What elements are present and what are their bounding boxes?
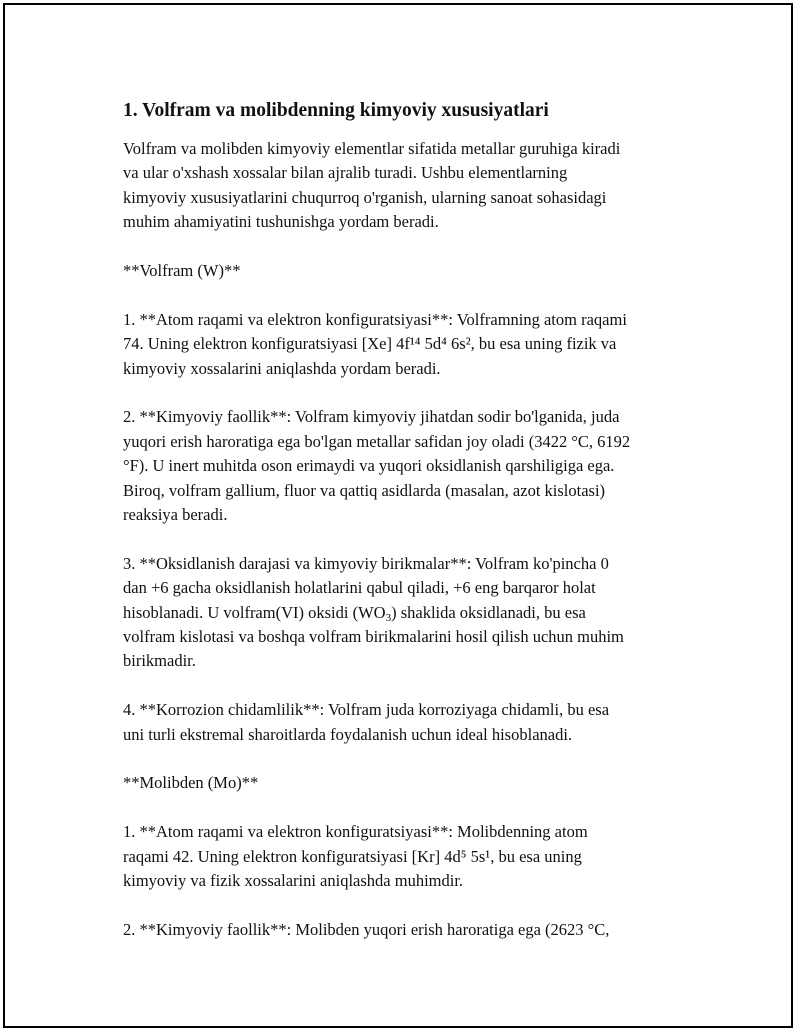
- text-segment: ) shaklida oksidlanadi, bu esa: [391, 602, 586, 622]
- text-line: Biroq, volfram gallium, fluor va qattiq asidlarda (masalan, azot kislotasi): [123, 480, 606, 500]
- text-line: 1. **Atom raqami va elektron konfiguratsiyasi**: Molibdenning atom: [123, 822, 588, 842]
- text-line: dan +6 gacha oksidlanish holatlarini qabul qiladi, +6 eng barqaror holat: [123, 578, 596, 598]
- text-line: uni turli ekstremal sharoitlarda foydalanish uchun ideal hisoblanadi.: [123, 724, 573, 744]
- molybdenum-chemical-activity-paragraph: [123, 918, 695, 942]
- text-line: yuqori erish haroratiga ega bo'lgan metallar safidan joy oladi (3422 °C, 6192: [123, 431, 631, 451]
- text-line: volfram kislotasi va boshqa volfram birikmalarini hosil qilish uchun muhim: [123, 627, 624, 647]
- intro-paragraph: [123, 137, 695, 235]
- document-title: 1. Volfram va molibdenning kimyoviy xususiyatlari: [123, 100, 549, 121]
- text-line: 74. Uning elektron konfiguratsiyasi [Xe] 4f¹⁴ 5d⁴ 6s², bu esa uning fizik va: [123, 334, 617, 354]
- subscript: 3: [385, 611, 392, 624]
- tungsten-heading: **Volfram (W)**: [123, 261, 241, 281]
- text-line: °F). U inert muhitda oson erimaydi va yuqori oksidlanish qarshiligiga ega.: [123, 456, 615, 476]
- text-line: 1. **Atom raqami va elektron konfiguratsiyasi**: Volframning atom raqami: [123, 309, 627, 329]
- text-line: kimyoviy xususiyatlarini chuqurroq o'rganish, ularning sanoat sohasidagi: [123, 187, 607, 207]
- document-page: [3, 3, 793, 1028]
- text-segment: hisoblanadi. U volfram(VI) oksidi (WO: [123, 602, 386, 622]
- text-line: reaksiya beradi.: [123, 505, 228, 525]
- molybdenum-heading: **Molibden (Mo)**: [123, 773, 259, 793]
- text-line: [123, 601, 695, 625]
- text-line: kimyoviy va fizik xossalarini aniqlashda muhimdir.: [123, 871, 464, 891]
- text-line: 3. **Oksidlanish darajasi va kimyoviy birikmalar**: Volfram ko'pincha 0: [123, 553, 609, 573]
- text-line: 2. **Kimyoviy faollik**: Molibden yuqori erish haroratiga ega (2623 °C,: [123, 919, 610, 939]
- text-line: 4. **Korrozion chidamlilik**: Volfram juda korroziyaga chidamli, bu esa: [123, 700, 610, 720]
- text-line: 2. **Kimyoviy faollik**: Volfram kimyoviy jihatdan sodir bo'lganida, juda: [123, 407, 620, 427]
- tungsten-oxidation-paragraph: [123, 552, 695, 674]
- text-line: raqami 42. Uning elektron konfiguratsiyasi [Kr] 4d⁵ 5s¹, bu esa uning: [123, 846, 582, 866]
- text-line: kimyoviy xossalarini aniqlashda yordam beradi.: [123, 358, 441, 378]
- tungsten-corrosion-paragraph: [123, 698, 695, 747]
- text-line: Volfram va molibden kimyoviy elementlar sifatida metallar guruhiga kiradi: [123, 139, 621, 158]
- molybdenum-atomic-number-paragraph: [123, 820, 695, 893]
- text-line: birikmadir.: [123, 651, 196, 671]
- tungsten-atomic-number-paragraph: [123, 308, 695, 381]
- tungsten-chemical-activity-paragraph: [123, 405, 695, 527]
- text-line: va ular o'xshash xossalar bilan ajralib turadi. Ushbu elementlarning: [123, 163, 568, 183]
- document-content: [123, 97, 695, 967]
- text-line: muhim ahamiyatini tushunishga yordam beradi.: [123, 212, 439, 232]
